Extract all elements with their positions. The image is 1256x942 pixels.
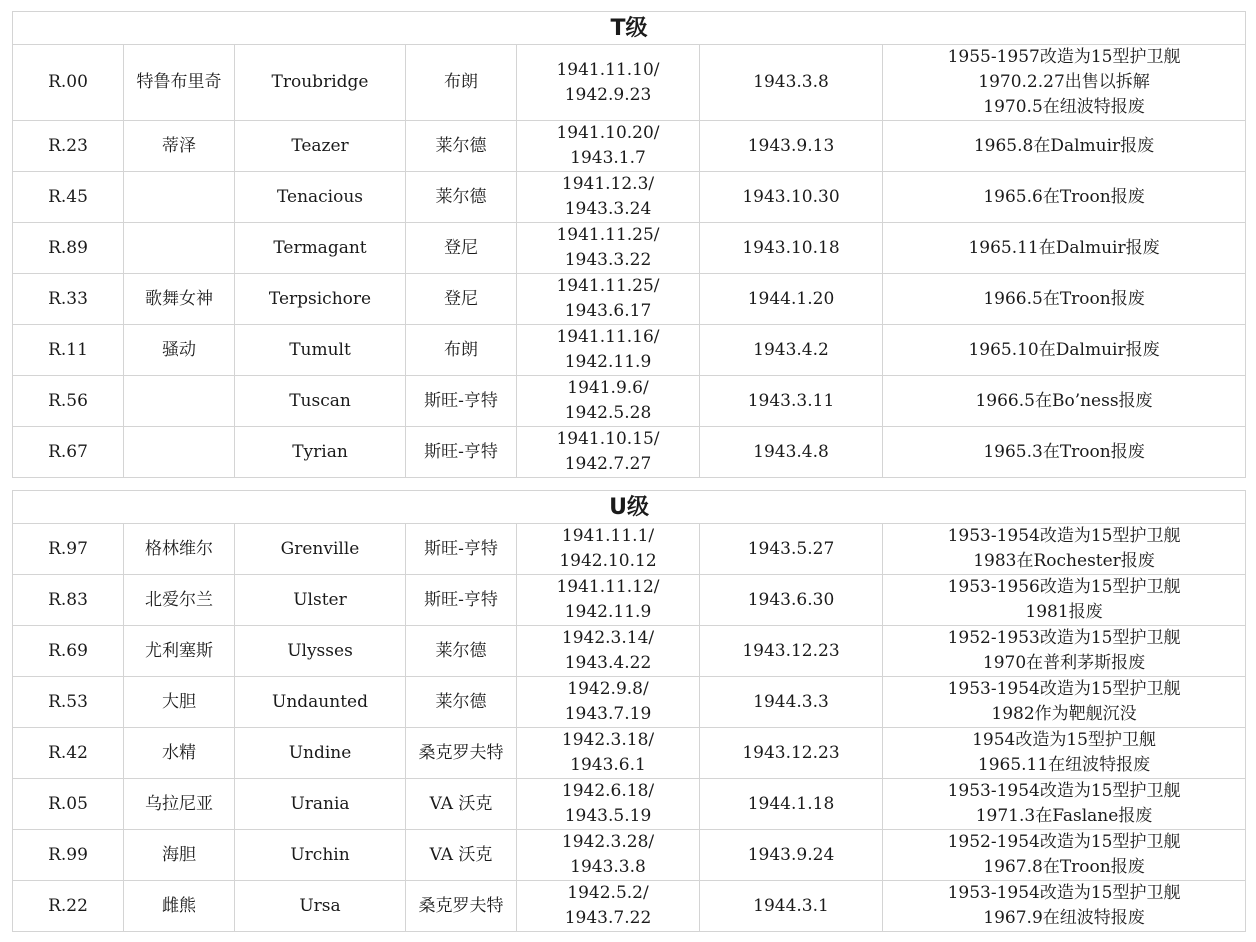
- fate-line: 1954改造为15型护卫舰: [972, 730, 1156, 750]
- pennant-cell: R.99: [13, 830, 124, 881]
- chinese-name-cell: 歌舞女神: [124, 274, 235, 325]
- launched-date: 1942.11.9: [564, 352, 652, 372]
- builder-cell: VA 沃克: [406, 779, 517, 830]
- commissioned-cell: 1943.10.18: [700, 223, 883, 274]
- table-row: [13, 575, 1246, 626]
- laid-down-date: 1942.3.18/: [561, 730, 655, 750]
- pennant-cell: R.56: [13, 376, 124, 427]
- ship-table: [12, 11, 1246, 932]
- commissioned-cell: 1943.3.11: [700, 376, 883, 427]
- fate-line: 1965.6在Troon报废: [983, 186, 1145, 207]
- launched-date: 1942.10.12: [559, 551, 657, 571]
- english-name-cell: Tyrian: [235, 427, 406, 478]
- builder-cell: 莱尔德: [406, 121, 517, 172]
- laid-down-date: 1941.11.25/: [556, 225, 660, 245]
- fate-cell: [883, 223, 1246, 274]
- laid-launched-cell: [517, 427, 700, 478]
- chinese-name-cell: 雌熊: [124, 881, 235, 932]
- fate-cell: [883, 626, 1246, 677]
- laid-down-date: 1941.10.15/: [556, 429, 660, 449]
- section-title-row: [13, 12, 1246, 45]
- commissioned-cell: 1943.9.24: [700, 830, 883, 881]
- chinese-name-cell: 大胆: [124, 677, 235, 728]
- table-row: [13, 121, 1246, 172]
- laid-down-date: 1942.3.14/: [561, 628, 655, 648]
- pennant-cell: R.97: [13, 524, 124, 575]
- table-row: [13, 728, 1246, 779]
- table-row: [13, 172, 1246, 223]
- table-row: [13, 524, 1246, 575]
- laid-launched-cell: [517, 626, 700, 677]
- launched-date: 1943.6.1: [570, 755, 646, 775]
- laid-launched-cell: [517, 325, 700, 376]
- fate-line: 1955-1957改造为15型护卫舰: [947, 47, 1181, 67]
- launched-date: 1943.7.19: [564, 704, 652, 724]
- builder-cell: 莱尔德: [406, 172, 517, 223]
- english-name-cell: Urania: [235, 779, 406, 830]
- fate-line: 1952-1954改造为15型护卫舰: [947, 832, 1181, 852]
- fate-line: 1965.3在Troon报废: [983, 441, 1145, 462]
- commissioned-cell: 1944.3.3: [700, 677, 883, 728]
- commissioned-cell: 1944.1.18: [700, 779, 883, 830]
- fate-cell: [883, 45, 1246, 121]
- pennant-cell: R.45: [13, 172, 124, 223]
- pennant-cell: R.83: [13, 575, 124, 626]
- commissioned-cell: 1943.4.2: [700, 325, 883, 376]
- fate-cell: [883, 779, 1246, 830]
- builder-cell: 斯旺-亨特: [406, 427, 517, 478]
- chinese-name-cell: 蒂泽: [124, 121, 235, 172]
- table-row: [13, 376, 1246, 427]
- laid-launched-cell: [517, 172, 700, 223]
- fate-line: 1981报废: [1025, 602, 1103, 622]
- english-name-cell: Teazer: [235, 121, 406, 172]
- commissioned-cell: 1943.12.23: [700, 626, 883, 677]
- english-name-cell: Terpsichore: [235, 274, 406, 325]
- laid-launched-cell: [517, 881, 700, 932]
- fate-line: 1966.5在Bo’ness报废: [975, 390, 1153, 411]
- chinese-name-cell: [124, 223, 235, 274]
- pennant-cell: R.33: [13, 274, 124, 325]
- builder-cell: 登尼: [406, 223, 517, 274]
- fate-line: 1971.3在Faslane报废: [975, 806, 1153, 826]
- english-name-cell: Undine: [235, 728, 406, 779]
- laid-launched-cell: [517, 779, 700, 830]
- launched-date: 1942.11.9: [564, 602, 652, 622]
- fate-cell: [883, 881, 1246, 932]
- launched-date: 1942.7.27: [564, 454, 652, 474]
- chinese-name-cell: 特鲁布里奇: [124, 45, 235, 121]
- section-title: T级: [13, 12, 1246, 45]
- chinese-name-cell: [124, 172, 235, 223]
- commissioned-cell: 1944.1.20: [700, 274, 883, 325]
- fate-line: 1965.8在Dalmuir报废: [973, 135, 1155, 156]
- table-row: [13, 830, 1246, 881]
- commissioned-cell: 1943.10.30: [700, 172, 883, 223]
- laid-launched-cell: [517, 677, 700, 728]
- english-name-cell: Urchin: [235, 830, 406, 881]
- section-title-row: [13, 491, 1246, 524]
- english-name-cell: Troubridge: [235, 45, 406, 121]
- laid-down-date: 1941.11.25/: [556, 276, 660, 296]
- fate-line: 1952-1953改造为15型护卫舰: [947, 628, 1181, 648]
- chinese-name-cell: 尤利塞斯: [124, 626, 235, 677]
- english-name-cell: Ulster: [235, 575, 406, 626]
- launched-date: 1943.6.17: [564, 301, 652, 321]
- gap-cell: [13, 478, 1246, 491]
- fate-line: 1967.9在纽波特报废: [983, 908, 1145, 928]
- laid-launched-cell: [517, 575, 700, 626]
- laid-down-date: 1941.9.6/: [567, 378, 649, 398]
- commissioned-cell: 1943.4.8: [700, 427, 883, 478]
- fate-line: 1982作为靶舰沉没: [991, 704, 1137, 724]
- fate-line: 1953-1954改造为15型护卫舰: [947, 526, 1181, 546]
- table-row: [13, 223, 1246, 274]
- laid-launched-cell: [517, 121, 700, 172]
- builder-cell: 莱尔德: [406, 677, 517, 728]
- laid-launched-cell: [517, 274, 700, 325]
- laid-launched-cell: [517, 376, 700, 427]
- fate-cell: [883, 325, 1246, 376]
- launched-date: 1943.3.8: [570, 857, 646, 877]
- builder-cell: 登尼: [406, 274, 517, 325]
- commissioned-cell: 1944.3.1: [700, 881, 883, 932]
- chinese-name-cell: 格林维尔: [124, 524, 235, 575]
- fate-line: 1965.11在Dalmuir报废: [968, 237, 1160, 258]
- laid-down-date: 1941.11.10/: [556, 59, 660, 80]
- english-name-cell: Grenville: [235, 524, 406, 575]
- chinese-name-cell: 骚动: [124, 325, 235, 376]
- fate-cell: [883, 524, 1246, 575]
- chinese-name-cell: 乌拉尼亚: [124, 779, 235, 830]
- table-row: [13, 45, 1246, 121]
- laid-down-date: 1942.9.8/: [567, 679, 649, 699]
- pennant-cell: R.23: [13, 121, 124, 172]
- section-gap: [13, 478, 1246, 491]
- laid-down-date: 1941.11.12/: [556, 577, 660, 597]
- fate-line: 1970.5在纽波特报废: [983, 97, 1145, 117]
- fate-cell: [883, 728, 1246, 779]
- builder-cell: 斯旺-亨特: [406, 575, 517, 626]
- fate-cell: [883, 172, 1246, 223]
- laid-down-date: 1941.12.3/: [561, 174, 655, 194]
- pennant-cell: R.53: [13, 677, 124, 728]
- commissioned-cell: 1943.6.30: [700, 575, 883, 626]
- fate-line: 1983在Rochester报废: [973, 551, 1155, 571]
- chinese-name-cell: 北爱尔兰: [124, 575, 235, 626]
- table-row: [13, 274, 1246, 325]
- builder-cell: 斯旺-亨特: [406, 524, 517, 575]
- launched-date: 1943.3.24: [564, 199, 652, 219]
- commissioned-cell: 1943.5.27: [700, 524, 883, 575]
- table-row: [13, 779, 1246, 830]
- laid-down-date: 1941.11.1/: [561, 526, 655, 546]
- laid-launched-cell: [517, 45, 700, 121]
- laid-down-date: 1941.10.20/: [556, 123, 660, 143]
- launched-date: 1943.7.22: [564, 908, 652, 928]
- builder-cell: 桑克罗夫特: [406, 881, 517, 932]
- launched-date: 1943.5.19: [564, 806, 652, 826]
- launched-date: 1943.1.7: [570, 148, 646, 168]
- builder-cell: 斯旺-亨特: [406, 376, 517, 427]
- pennant-cell: R.22: [13, 881, 124, 932]
- launched-date: 1943.4.22: [564, 653, 652, 673]
- chinese-name-cell: [124, 376, 235, 427]
- fate-cell: [883, 830, 1246, 881]
- table-row: [13, 325, 1246, 376]
- english-name-cell: Ulysses: [235, 626, 406, 677]
- fate-cell: [883, 575, 1246, 626]
- fate-cell: [883, 376, 1246, 427]
- fate-cell: [883, 121, 1246, 172]
- table-row: [13, 427, 1246, 478]
- launched-date: 1942.9.23: [564, 84, 652, 105]
- pennant-cell: R.05: [13, 779, 124, 830]
- pennant-cell: R.11: [13, 325, 124, 376]
- section-title: U级: [13, 491, 1246, 524]
- launched-date: 1942.5.28: [564, 403, 652, 423]
- commissioned-cell: 1943.9.13: [700, 121, 883, 172]
- laid-launched-cell: [517, 524, 700, 575]
- table-row: [13, 626, 1246, 677]
- commissioned-cell: 1943.12.23: [700, 728, 883, 779]
- laid-launched-cell: [517, 830, 700, 881]
- builder-cell: 布朗: [406, 325, 517, 376]
- builder-cell: 莱尔德: [406, 626, 517, 677]
- builder-cell: 桑克罗夫特: [406, 728, 517, 779]
- english-name-cell: Tumult: [235, 325, 406, 376]
- builder-cell: 布朗: [406, 45, 517, 121]
- fate-line: 1953-1954改造为15型护卫舰: [947, 781, 1181, 801]
- laid-launched-cell: [517, 728, 700, 779]
- fate-line: 1953-1956改造为15型护卫舰: [947, 577, 1181, 597]
- fate-line: 1967.8在Troon报废: [983, 857, 1145, 877]
- fate-cell: [883, 427, 1246, 478]
- chinese-name-cell: [124, 427, 235, 478]
- fate-line: 1970在普利茅斯报废: [982, 653, 1146, 673]
- launched-date: 1943.3.22: [564, 250, 652, 270]
- fate-cell: [883, 274, 1246, 325]
- english-name-cell: Termagant: [235, 223, 406, 274]
- pennant-cell: R.00: [13, 45, 124, 121]
- pennant-cell: R.69: [13, 626, 124, 677]
- english-name-cell: Ursa: [235, 881, 406, 932]
- fate-line: 1966.5在Troon报废: [983, 288, 1145, 309]
- chinese-name-cell: 海胆: [124, 830, 235, 881]
- fate-line: 1953-1954改造为15型护卫舰: [947, 883, 1181, 903]
- pennant-cell: R.89: [13, 223, 124, 274]
- commissioned-cell: 1943.3.8: [700, 45, 883, 121]
- pennant-cell: R.42: [13, 728, 124, 779]
- chinese-name-cell: 水精: [124, 728, 235, 779]
- pennant-cell: R.67: [13, 427, 124, 478]
- fate-line: 1970.2.27出售以拆解: [978, 72, 1150, 92]
- builder-cell: VA 沃克: [406, 830, 517, 881]
- laid-down-date: 1942.6.18/: [561, 781, 655, 801]
- table-row: [13, 881, 1246, 932]
- laid-down-date: 1942.5.2/: [567, 883, 649, 903]
- fate-line: 1965.10在Dalmuir报废: [968, 339, 1160, 360]
- fate-cell: [883, 677, 1246, 728]
- fate-line: 1953-1954改造为15型护卫舰: [947, 679, 1181, 699]
- laid-launched-cell: [517, 223, 700, 274]
- english-name-cell: Undaunted: [235, 677, 406, 728]
- english-name-cell: Tuscan: [235, 376, 406, 427]
- fate-line: 1965.11在纽波特报废: [977, 755, 1151, 775]
- table-row: [13, 677, 1246, 728]
- laid-down-date: 1941.11.16/: [556, 327, 660, 347]
- english-name-cell: Tenacious: [235, 172, 406, 223]
- laid-down-date: 1942.3.28/: [561, 832, 655, 852]
